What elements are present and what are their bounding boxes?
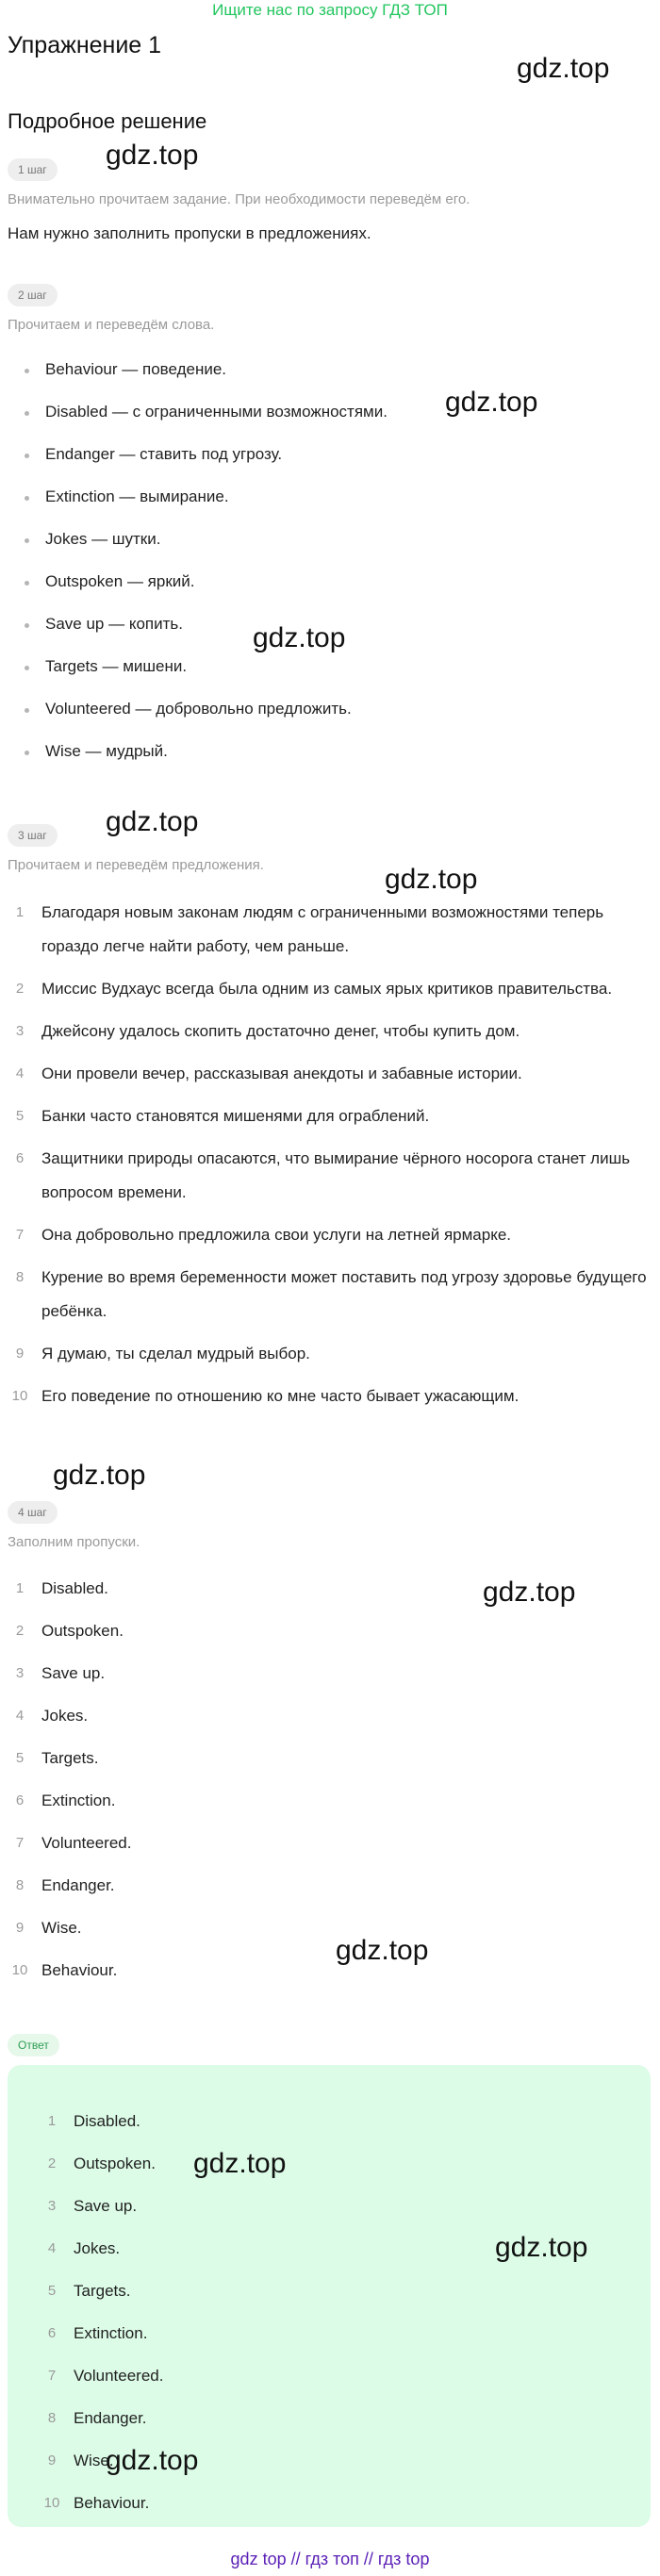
item-text: Курение во время беременности может поставить под угрозу здоровье будущего ребёнка. xyxy=(41,1268,647,1320)
item-number: 6 xyxy=(15,1792,25,1808)
list-item xyxy=(8,1337,649,1371)
list-item xyxy=(8,1914,630,1957)
step-4-description: Заполним пропуски. xyxy=(8,1534,140,1550)
item-text: Behaviour. xyxy=(41,1961,118,1979)
list-item xyxy=(40,2320,605,2362)
answer-badge: Ответ xyxy=(8,2034,59,2056)
step-1-description: Внимательно прочитаем задание. При необходимости переведём его. xyxy=(8,191,470,207)
item-text: Extinction. xyxy=(41,1792,116,1809)
list-item xyxy=(8,1057,649,1091)
list-item xyxy=(40,2150,605,2192)
step-2-description: Прочитаем и переведём слова. xyxy=(8,317,215,333)
list-item xyxy=(8,1872,630,1914)
item-number: 3 xyxy=(47,2198,57,2214)
item-number: 3 xyxy=(15,1023,25,1039)
watermark: gdz.top xyxy=(106,806,199,837)
fill-in-list xyxy=(8,1575,630,1999)
list-item xyxy=(8,1660,630,1702)
list-item xyxy=(8,1261,649,1329)
item-number: 5 xyxy=(47,2283,57,2299)
item-number: 9 xyxy=(15,1920,25,1936)
step-2-badge: 2 шаг xyxy=(8,284,58,306)
item-number: 2 xyxy=(15,981,25,997)
word-list xyxy=(25,355,388,780)
item-number: 6 xyxy=(15,1150,25,1166)
watermark: gdz.top xyxy=(336,1935,429,1966)
page-title: Упражнение 1 xyxy=(8,32,162,58)
list-item xyxy=(8,1142,649,1210)
step-1-badge: 1 шаг xyxy=(8,158,58,181)
list-item xyxy=(8,1099,649,1133)
list-item: Save up — копить. xyxy=(25,610,388,652)
item-text: Банки часто становятся мишенями для ограблений. xyxy=(41,1107,430,1125)
watermark: gdz.top xyxy=(445,387,538,418)
step-1-text: Нам нужно заполнить пропуски в предложениях. xyxy=(8,224,371,242)
list-item: Jokes — шутки. xyxy=(25,525,388,568)
item-text: Джейсону удалось скопить достаточно денег, чтобы купить дом. xyxy=(41,1022,520,1040)
item-number: 10 xyxy=(11,1388,28,1404)
step-3-badge: 3 шаг xyxy=(8,824,58,847)
sentence-list xyxy=(8,896,649,1422)
step-4-badge: 4 шаг xyxy=(8,1501,58,1524)
item-text: Targets. xyxy=(74,2282,131,2300)
list-item xyxy=(40,2362,605,2404)
watermark: gdz.top xyxy=(106,140,199,171)
item-number: 2 xyxy=(15,1623,25,1639)
list-item xyxy=(40,2277,605,2320)
watermark: gdz.top xyxy=(253,622,346,653)
list-item: Outspoken — яркий. xyxy=(25,568,388,610)
item-number: 7 xyxy=(47,2368,57,2384)
item-number: 4 xyxy=(15,1708,25,1724)
item-text: Behaviour. xyxy=(74,2494,150,2512)
item-text: Targets. xyxy=(41,1749,99,1767)
item-number: 8 xyxy=(47,2410,57,2426)
item-text: Она добровольно предложила свои услуги на летней ярмарке. xyxy=(41,1226,512,1244)
item-number: 10 xyxy=(43,2495,60,2511)
list-item xyxy=(8,1617,630,1660)
item-text: Outspoken. xyxy=(41,1622,124,1640)
item-number: 4 xyxy=(47,2240,57,2256)
item-text: Jokes. xyxy=(74,2239,121,2257)
item-number: 6 xyxy=(47,2325,57,2341)
item-text: Они провели вечер, рассказывая анекдоты и забавные истории. xyxy=(41,1065,522,1082)
list-item xyxy=(8,972,649,1006)
list-item xyxy=(40,2107,605,2150)
item-number: 1 xyxy=(15,1580,25,1596)
item-number: 8 xyxy=(15,1269,25,1285)
item-text: Extinction. xyxy=(74,2324,148,2342)
item-text: Его поведение по отношению ко мне часто бывает ужасающим. xyxy=(41,1387,520,1405)
list-item: Volunteered — добровольно предложить. xyxy=(25,695,388,737)
list-item xyxy=(8,1575,630,1617)
item-text: Endanger. xyxy=(74,2409,147,2427)
watermark: gdz.top xyxy=(495,2232,588,2263)
list-item xyxy=(8,1702,630,1744)
item-number: 7 xyxy=(15,1835,25,1851)
item-text: Disabled. xyxy=(41,1579,108,1597)
list-item: Disabled — с ограниченными возможностями. xyxy=(25,398,388,440)
list-item xyxy=(40,2192,605,2235)
search-banner: Ищите нас по запросу ГДЗ ТОП xyxy=(212,1,448,19)
item-text: Volunteered. xyxy=(41,1834,132,1852)
item-number: 4 xyxy=(15,1065,25,1082)
list-item: Wise — мудрый. xyxy=(25,737,388,780)
item-text: Endanger. xyxy=(41,1876,115,1894)
item-number: 1 xyxy=(15,904,25,920)
item-text: Wise. xyxy=(41,1919,82,1937)
item-text: Jokes. xyxy=(41,1707,89,1725)
list-item: Behaviour — поведение. xyxy=(25,355,388,398)
solution-heading: Подробное решение xyxy=(8,109,207,133)
item-text: Wise. xyxy=(74,2452,114,2469)
item-number: 1 xyxy=(47,2113,57,2129)
item-number: 9 xyxy=(47,2452,57,2469)
item-number: 10 xyxy=(11,1962,28,1978)
list-item: Extinction — вымирание. xyxy=(25,483,388,525)
item-text: Защитники природы опасаются, что вымирание чёрного носорога станет лишь вопросом времени. xyxy=(41,1149,631,1201)
list-item xyxy=(40,2489,605,2532)
list-item xyxy=(8,1218,649,1252)
watermark: gdz.top xyxy=(385,864,478,895)
item-text: Outspoken. xyxy=(74,2155,156,2172)
watermark: gdz.top xyxy=(106,2445,199,2476)
list-item xyxy=(8,1744,630,1787)
item-number: 8 xyxy=(15,1877,25,1893)
item-number: 5 xyxy=(15,1108,25,1124)
list-item xyxy=(8,1787,630,1829)
list-item xyxy=(8,1957,630,1999)
item-text: Disabled. xyxy=(74,2112,140,2130)
list-item: Targets — мишени. xyxy=(25,652,388,695)
item-text: Volunteered. xyxy=(74,2367,164,2385)
list-item xyxy=(40,2404,605,2447)
item-number: 5 xyxy=(15,1750,25,1766)
watermark: gdz.top xyxy=(53,1460,146,1491)
item-text: Миссис Вудхаус всегда была одним из самых ярых критиков правительства. xyxy=(41,980,613,998)
watermark: gdz.top xyxy=(517,53,610,84)
item-number: 9 xyxy=(15,1346,25,1362)
item-text: Save up. xyxy=(41,1664,106,1682)
item-number: 3 xyxy=(15,1665,25,1681)
list-item xyxy=(8,1015,649,1049)
item-text: Благодаря новым законам людям с ограниченными возможностями теперь гораздо легче найти работу, чем раньше. xyxy=(41,903,604,955)
list-item xyxy=(8,1829,630,1872)
step-3-description: Прочитаем и переведём предложения. xyxy=(8,857,264,873)
item-text: Я думаю, ты сделал мудрый выбор. xyxy=(41,1345,310,1362)
footer-links[interactable]: gdz top // гдз топ // гдз top xyxy=(230,2550,430,2568)
list-item: Endanger — ставить под угрозу. xyxy=(25,440,388,483)
item-text: Save up. xyxy=(74,2197,138,2215)
list-item xyxy=(8,896,649,964)
watermark: gdz.top xyxy=(483,1577,576,1608)
item-number: 2 xyxy=(47,2155,57,2171)
watermark: gdz.top xyxy=(193,2148,287,2179)
list-item xyxy=(8,1379,649,1413)
item-number: 7 xyxy=(15,1227,25,1243)
